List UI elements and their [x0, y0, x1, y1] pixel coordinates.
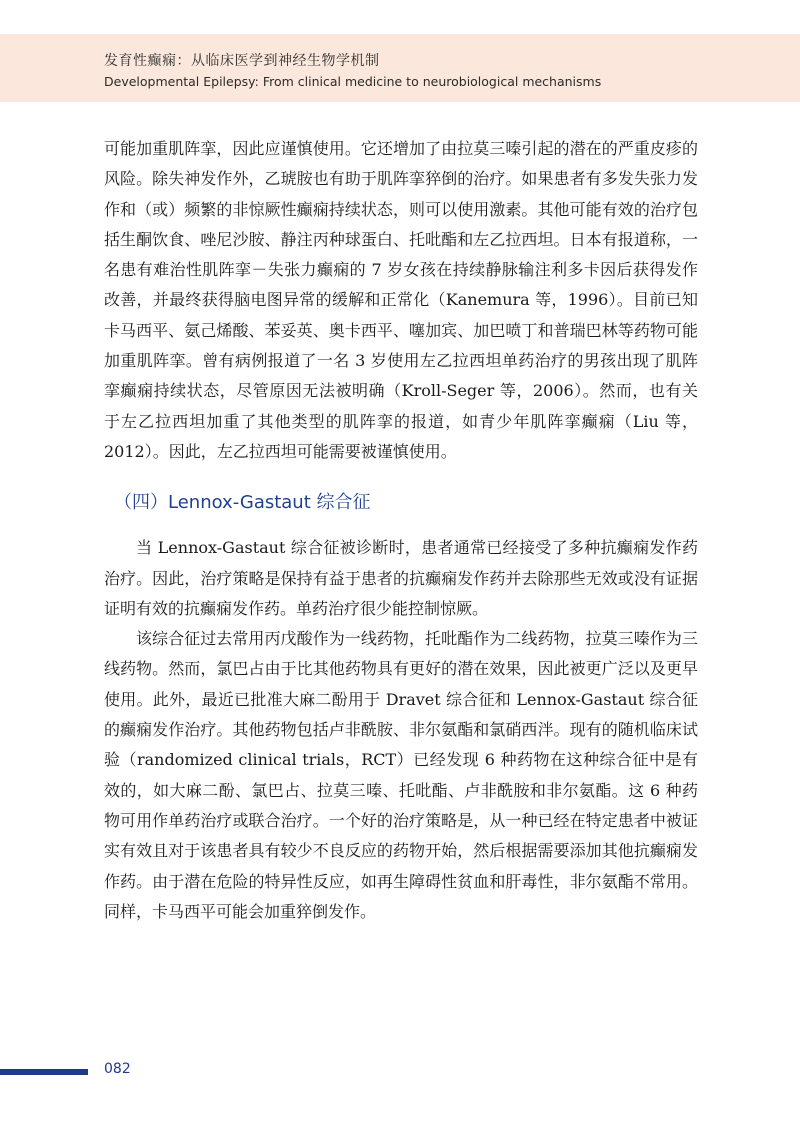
book-title-english: Developmental Epilepsy: From clinical medicine to neurobiological mechanisms	[104, 74, 602, 89]
paragraph-myoclonic-continuation: 可能加重肌阵挛，因此应谨慎使用。它还增加了由拉莫三嗪引起的潜在的严重皮疹的风险。除失神发作外，乙琥胺也有助于肌阵挛猝倒的治疗。如果患者有多发失张力发作和（或）频繁的非惊厥性癫痫持续状态，则可以使用激素。其他可能有效的治疗包括生酮饮食、唑尼沙胺、静注丙种球蛋白、托吡酯和左乙拉西坦。日本有报道称，一名患有难治性肌阵挛－失张力癫痫的 7 岁女孩在持续静脉输注利多卡因后获得发作改善，并最终获得脑电图异常的缓解和正常化（Kanemura 等，1996）。目前已知卡马西平、氨己烯酸、苯妥英、奥卡西平、噻加宾、加巴喷丁和普瑞巴林等药物可能加重肌阵挛。曾有病例报道了一名 3 岁使用左乙拉西坦单药治疗的男孩出现了肌阵挛癫痫持续状态，尽管原因无法被明确（Kroll-Seger 等，2006）。然而，也有关于左乙拉西坦加重了其他类型的肌阵挛的报道，如青少年肌阵挛癫痫（Liu 等，2012）。因此，左乙拉西坦可能需要被谨慎使用。	[104, 139, 698, 461]
section-heading-lennox-gastaut: （四）Lennox-Gastaut 综合征	[114, 492, 371, 514]
page-body	[104, 134, 698, 927]
paragraph-lgs-intro: 当 Lennox-Gastaut 综合征被诊断时，患者通常已经接受了多种抗癫痫发作药治疗。因此，治疗策略是保持有益于患者的抗癫痫发作药并去除那些无效或没有证据证明有效的抗癫痫发作药。单药治疗很少能控制惊厥。	[104, 538, 698, 618]
book-title-chinese: 发育性癫痫：从临床医学到神经生物学机制	[104, 53, 380, 69]
paragraph-lgs-treatment: 该综合征过去常用丙戊酸作为一线药物，托吡酯作为二线药物，拉莫三嗪作为三线药物。然而，氯巴占由于比其他药物具有更好的潜在效果，因此被更广泛以及更早使用。此外，最近已批准大麻二酚用于 Dravet 综合征和 Lennox-Gastaut 综合征的癫痫发作治疗。其他药物包括卢非酰胺、非尔氨酯和氯硝西泮。现有的随机临床试验（randomized clinical trials，RCT）已经发现 6 种药物在这种综合征中是有效的，如大麻二酚、氯巴占、拉莫三嗪、托吡酯、卢非酰胺和非尔氨酯。这 6 种药物可用作单药治疗或联合治疗。一个好的治疗策略是，从一种已经在特定患者中被证实有效且对于该患者具有较少不良反应的药物开始，然后根据需要添加其他抗癫痫发作药。由于潜在危险的特异性反应，如再生障碍性贫血和肝毒性，非尔氨酯不常用。同样，卡马西平可能会加重猝倒发作。	[104, 629, 698, 921]
running-header	[0, 34, 800, 102]
page-number: 082	[104, 1061, 131, 1077]
footer-accent-bar	[0, 1069, 88, 1075]
